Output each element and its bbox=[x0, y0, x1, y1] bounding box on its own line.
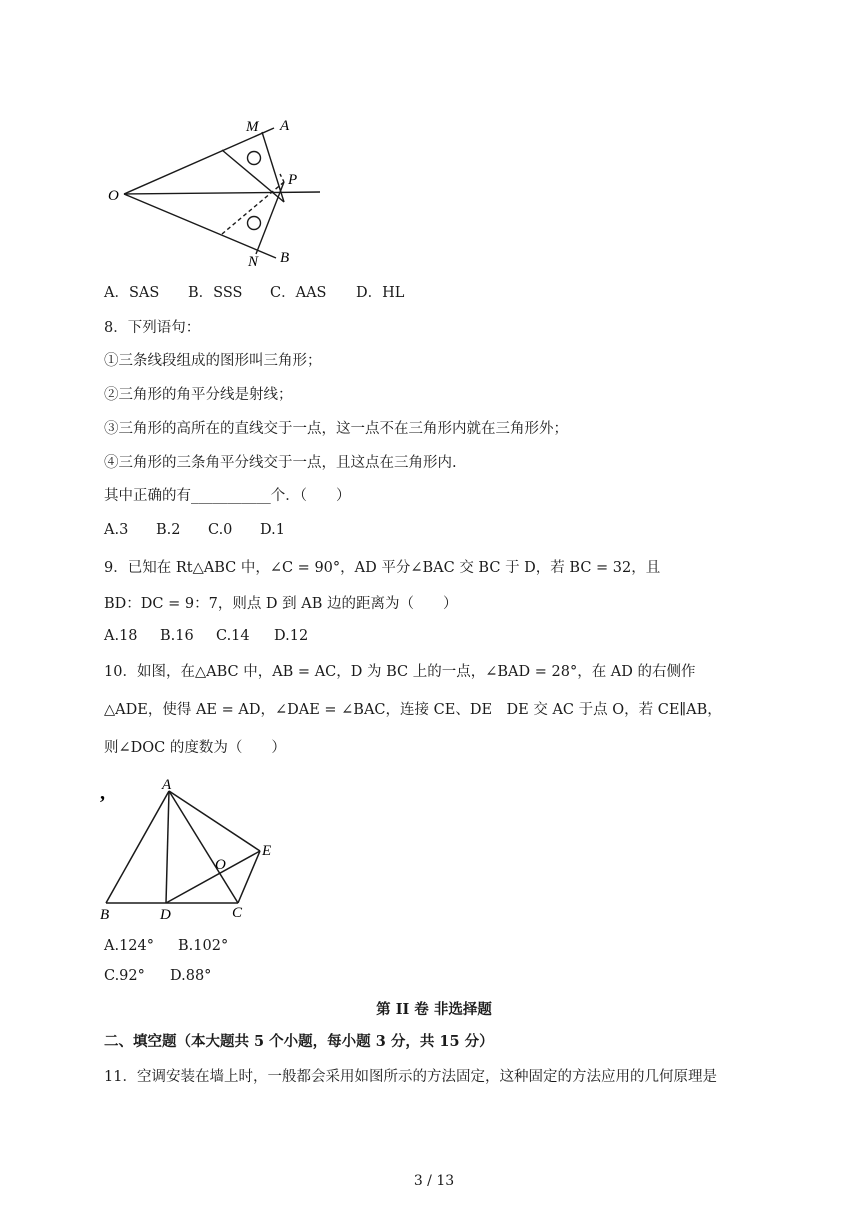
q8-item-3: ③三角形的高所在的直线交于一点，这一点不在三角形内就在三角形外； bbox=[104, 421, 568, 437]
part-two-heading: 二、填空题（本大题共 5 个小题，每小题 3 分，共 15 分） bbox=[104, 1033, 494, 1050]
q8-option-d[interactable]: D.1 bbox=[260, 522, 285, 538]
figure-angle-bisector bbox=[104, 112, 344, 272]
page-number: 3 / 13 bbox=[413, 1173, 455, 1189]
q10-option-c[interactable]: C.92° bbox=[104, 968, 145, 984]
q10-option-a[interactable]: A.124° bbox=[104, 938, 155, 954]
q8-option-a[interactable]: A.3 bbox=[104, 522, 129, 538]
q9-option-d[interactable]: D.12 bbox=[274, 628, 309, 644]
q10-line-3: 则∠DOC 的度数为（ ） bbox=[104, 740, 286, 756]
figure-triangle-ade bbox=[98, 775, 298, 925]
q9-options bbox=[104, 626, 308, 646]
q8-stem: 8．下列语句： bbox=[104, 320, 201, 336]
fig2-label-C: C bbox=[232, 905, 243, 921]
fig1-label-M: M bbox=[246, 119, 259, 135]
q9-line-2: BD：DC = 9：7，则点 D 到 AB 边的距离为（ ） bbox=[104, 596, 458, 612]
q8-item-4: ④三角形的三条角平分线交于一点，且这点在三角形内. bbox=[104, 455, 457, 471]
q7-option-c[interactable]: C．AAS bbox=[270, 285, 327, 301]
fig2-label-B: B bbox=[100, 907, 110, 923]
q9-option-a[interactable]: A.18 bbox=[104, 628, 138, 644]
q10-options-row-2 bbox=[104, 966, 211, 986]
q7-options bbox=[104, 283, 404, 303]
q7-option-b[interactable]: B．SSS bbox=[188, 285, 243, 301]
q10-option-b[interactable]: B.102° bbox=[178, 938, 229, 954]
fig1-label-P: P bbox=[288, 172, 298, 188]
q8-item-2: ②三角形的角平分线是射线； bbox=[104, 387, 293, 403]
q9-option-c[interactable]: C.14 bbox=[216, 628, 250, 644]
fig2-label-E: E bbox=[262, 843, 272, 859]
fig1-label-B: B bbox=[280, 250, 290, 266]
q7-option-a[interactable]: A．SAS bbox=[104, 285, 160, 301]
section-title: 第 II 卷 非选择题 bbox=[376, 1001, 492, 1018]
fig1-label-A: A bbox=[280, 118, 290, 134]
q10-options-row-1 bbox=[104, 936, 228, 956]
q9-option-b[interactable]: B.16 bbox=[160, 628, 194, 644]
q8-options bbox=[104, 520, 285, 540]
q11-line-1: 11．空调安装在墙上时，一般都会采用如图所示的方法固定，这种固定的方法应用的几何原理是 bbox=[104, 1069, 717, 1085]
q10-line-2: △ADE，使得 AE = AD，∠DAE = ∠BAC，连接 CE、DE DE 交 AC 于点 O，若 CE∥AB， bbox=[104, 702, 722, 718]
q8-option-c[interactable]: C.0 bbox=[208, 522, 233, 538]
q10-option-d[interactable]: D.88° bbox=[170, 968, 212, 984]
q7-option-d[interactable]: D．HL bbox=[356, 285, 405, 301]
fig1-label-O: O bbox=[108, 188, 119, 204]
fig2-comma: , bbox=[100, 782, 105, 804]
fig2-label-O: O bbox=[215, 857, 226, 873]
q8-count-line: 其中正确的有___________个．（ ） bbox=[104, 488, 351, 504]
q8-item-1: ①三条线段组成的图形叫三角形； bbox=[104, 353, 322, 369]
fig2-label-D: D bbox=[160, 907, 171, 923]
q8-option-b[interactable]: B.2 bbox=[156, 522, 181, 538]
fig1-label-N: N bbox=[248, 254, 259, 270]
fig2-label-A: A bbox=[162, 777, 172, 793]
q9-line-1: 9．已知在 Rt△ABC 中，∠C = 90°，AD 平分∠BAC 交 BC 于 D，若 BC = 32，且 bbox=[104, 560, 661, 576]
q10-line-1: 10．如图，在△ABC 中，AB = AC，D 为 BC 上的一点，∠BAD = 28°，在 AD 的右侧作 bbox=[104, 664, 696, 680]
